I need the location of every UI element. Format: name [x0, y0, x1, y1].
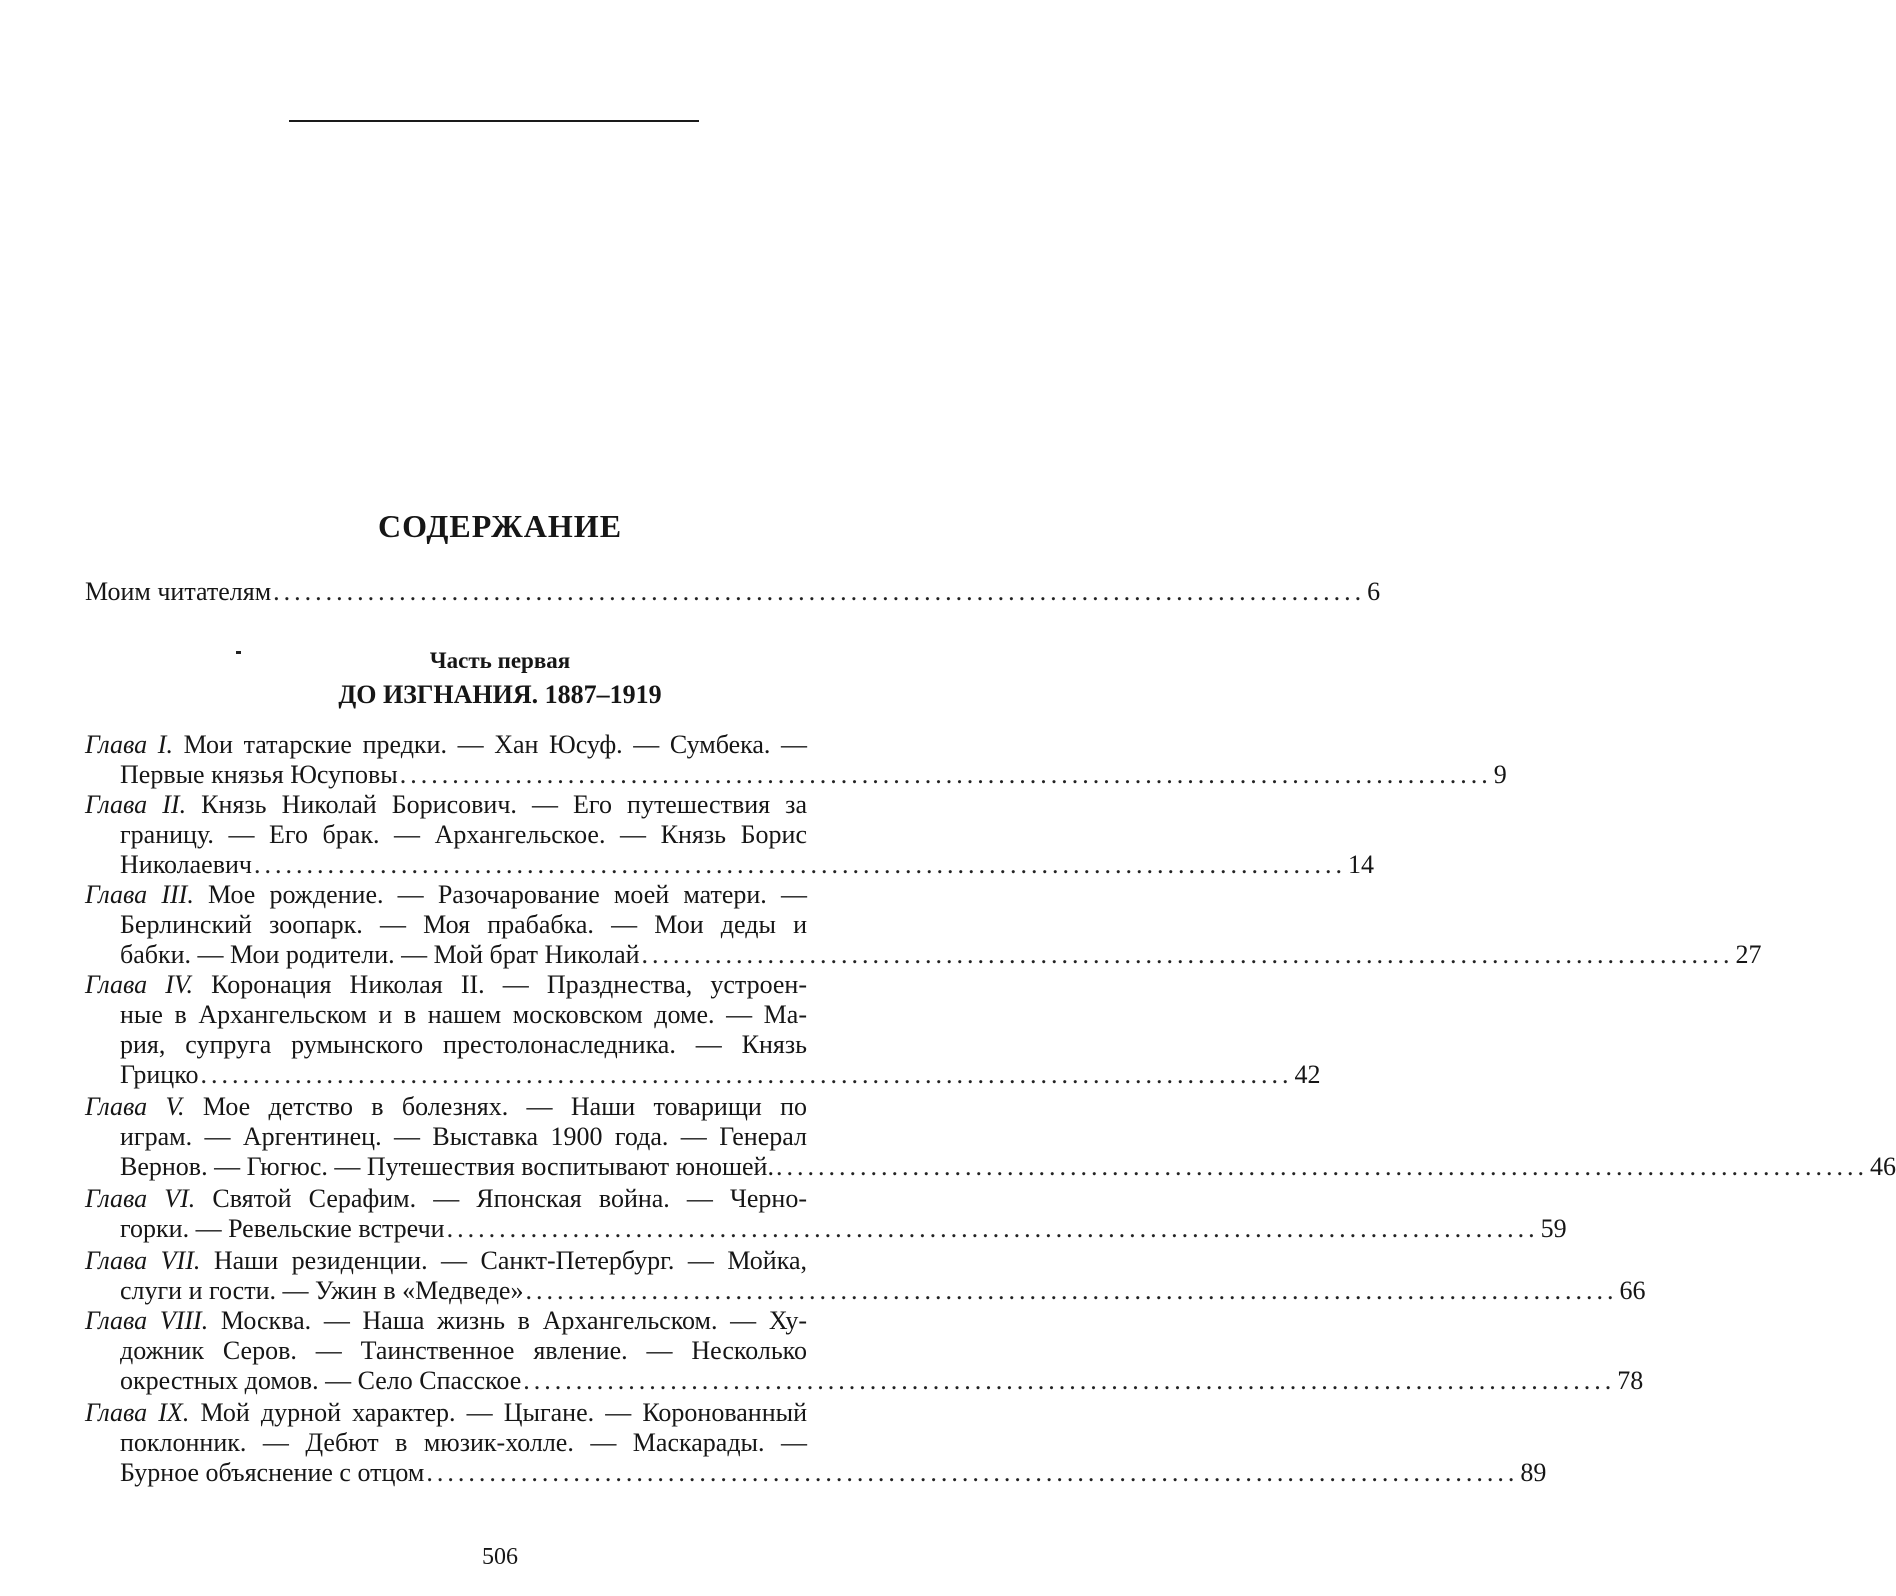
chapter-prefix: Глава II.: [85, 790, 187, 819]
toc-line[interactable]: [85, 1092, 807, 1122]
chapter-prefix: Глава III.: [85, 880, 194, 909]
chapter-prefix: Глава IX.: [85, 1398, 190, 1427]
toc-line: [120, 1030, 807, 1060]
toc-line-text: границу. — Его брак. — Архангельское. — Князь Борис: [120, 820, 807, 849]
toc-page-number: 27: [1735, 940, 1762, 969]
leader-dots: ........................................................................................................: [641, 940, 1734, 969]
toc-line-text: горки. — Ревельские встречи: [120, 1214, 445, 1243]
leader-dots: ........................................................................................................: [523, 1366, 1616, 1395]
toc-line[interactable]: [85, 970, 807, 1000]
toc-line[interactable]: [85, 730, 807, 760]
toc-line-text: рия, супруга румынского престолонаследника. — Князь: [120, 1030, 807, 1059]
toc-line-text: Первые князья Юсуповы: [120, 760, 398, 789]
toc-line-text: Николаевич: [120, 850, 252, 879]
toc-line-text: Мой дурной характер. — Цыгане. — Коронованный: [200, 1398, 808, 1427]
toc-line-text: Мои татарские предки. — Хан Юсуф. — Сумбека. —: [183, 730, 808, 759]
part-title: ДО ИЗГНАНИЯ. 1887–1919: [338, 680, 662, 709]
toc-line-last[interactable]: [120, 940, 1762, 970]
toc-line: [120, 1428, 807, 1458]
page-title: СОДЕРЖАНИЕ: [377, 508, 623, 544]
leader-dots: ........................................................................................................: [273, 577, 1366, 606]
toc-line[interactable]: [85, 1398, 807, 1428]
toc-page-number: 46: [1869, 1152, 1896, 1181]
toc-page-number: 78: [1617, 1366, 1644, 1395]
leader-dots: ........................................................................................................: [200, 1060, 1293, 1089]
toc-line: [120, 1122, 807, 1152]
toc-page-number: 66: [1619, 1276, 1646, 1305]
toc-line-text: играм. — Аргентинец. — Выставка 1900 года. — Генерал: [120, 1122, 807, 1151]
toc-line-text: Бурное объяснение с отцом: [120, 1458, 425, 1487]
toc-line-text: Мое детство в болезнях. — Наши товарищи по: [202, 1092, 808, 1121]
chapter-prefix: Глава I.: [85, 730, 173, 759]
toc-line-last[interactable]: [120, 1366, 1644, 1396]
toc-page-number: 42: [1294, 1060, 1321, 1089]
toc-line-text: Вернов. — Гюгюс. — Путешествия воспитывают юношей.: [120, 1152, 774, 1181]
toc-line-text: Князь Николай Борисович. — Его путешествия за: [201, 790, 807, 819]
leader-dots: ........................................................................................................: [399, 760, 1492, 789]
toc-line[interactable]: [85, 790, 807, 820]
toc-line: [120, 820, 807, 850]
toc-line-text: Берлинский зоопарк. — Моя прабабка. — Мои деды и: [120, 910, 807, 939]
toc-line-last[interactable]: [120, 1152, 1896, 1182]
toc-line: [120, 1000, 807, 1030]
chapter-prefix: Глава IV.: [85, 970, 193, 999]
toc-entry-label: Моим читателям: [85, 577, 272, 606]
toc-page-number: 9: [1493, 760, 1507, 789]
chapter-prefix: Глава VIII.: [85, 1306, 209, 1335]
toc-line[interactable]: [85, 880, 807, 910]
toc-page-number: 14: [1347, 850, 1374, 879]
top-rule: [289, 120, 699, 122]
chapter-prefix: Глава VII.: [85, 1246, 201, 1275]
chapter-prefix: Глава VI.: [85, 1184, 196, 1213]
toc-line: [120, 910, 807, 940]
toc-line-last[interactable]: [120, 850, 1374, 880]
toc-line[interactable]: [85, 1246, 807, 1276]
toc-page-number: 6: [1367, 577, 1381, 606]
toc-line-last[interactable]: [120, 1276, 1646, 1306]
leader-dots: ........................................................................................................: [775, 1152, 1868, 1181]
leader-dots: ........................................................................................................: [446, 1214, 1539, 1243]
toc-line-text: слуги и гости. — Ужин в «Медведе»: [120, 1276, 524, 1305]
toc-line-text: дожник Серов. — Таинственное явление. — Несколько: [120, 1336, 807, 1365]
leader-dots: ........................................................................................................: [253, 850, 1346, 879]
toc-line-text: Москва. — Наша жизнь в Архангельском. — Ху-: [220, 1306, 807, 1335]
chapter-prefix: Глава V.: [85, 1092, 185, 1121]
toc-line-text: окрестных домов. — Село Спасское: [120, 1366, 522, 1395]
toc-line-text: Мое рождение. — Разочарование моей матери. —: [208, 880, 807, 909]
toc-line-text: Коронация Николая II. — Празднества, устроен-: [211, 970, 808, 999]
toc-line-last[interactable]: [120, 1060, 1321, 1090]
toc-line-text: Святой Серафим. — Японская война. — Черно-: [212, 1184, 808, 1213]
toc-line-text: ные в Архангельском и в нашем московском доме. — Ма-: [120, 1000, 807, 1029]
toc-line[interactable]: [85, 1306, 807, 1336]
toc-line-text: Наши резиденции. — Санкт-Петербург. — Мойка,: [213, 1246, 807, 1275]
toc-entry-intro[interactable]: [85, 577, 1381, 607]
page-number: 506: [482, 1544, 518, 1570]
toc-line-text: бабки. — Мои родители. — Мой брат Николай: [120, 940, 640, 969]
toc-page-number: 59: [1540, 1214, 1567, 1243]
toc-line: [120, 1336, 807, 1366]
part-label: Часть первая: [429, 648, 571, 673]
leader-dots: ........................................................................................................: [426, 1458, 1519, 1487]
leader-dots: ........................................................................................................: [525, 1276, 1618, 1305]
toc-line[interactable]: [85, 1184, 807, 1214]
toc-line-last[interactable]: [120, 760, 1507, 790]
toc-line-last[interactable]: [120, 1458, 1547, 1488]
toc-line-last[interactable]: [120, 1214, 1567, 1244]
toc-page-number: 89: [1520, 1458, 1547, 1487]
toc-line-text: Грицко: [120, 1060, 199, 1089]
toc-line-text: поклонник. — Дебют в мюзик-холле. — Маскарады. —: [120, 1428, 807, 1457]
